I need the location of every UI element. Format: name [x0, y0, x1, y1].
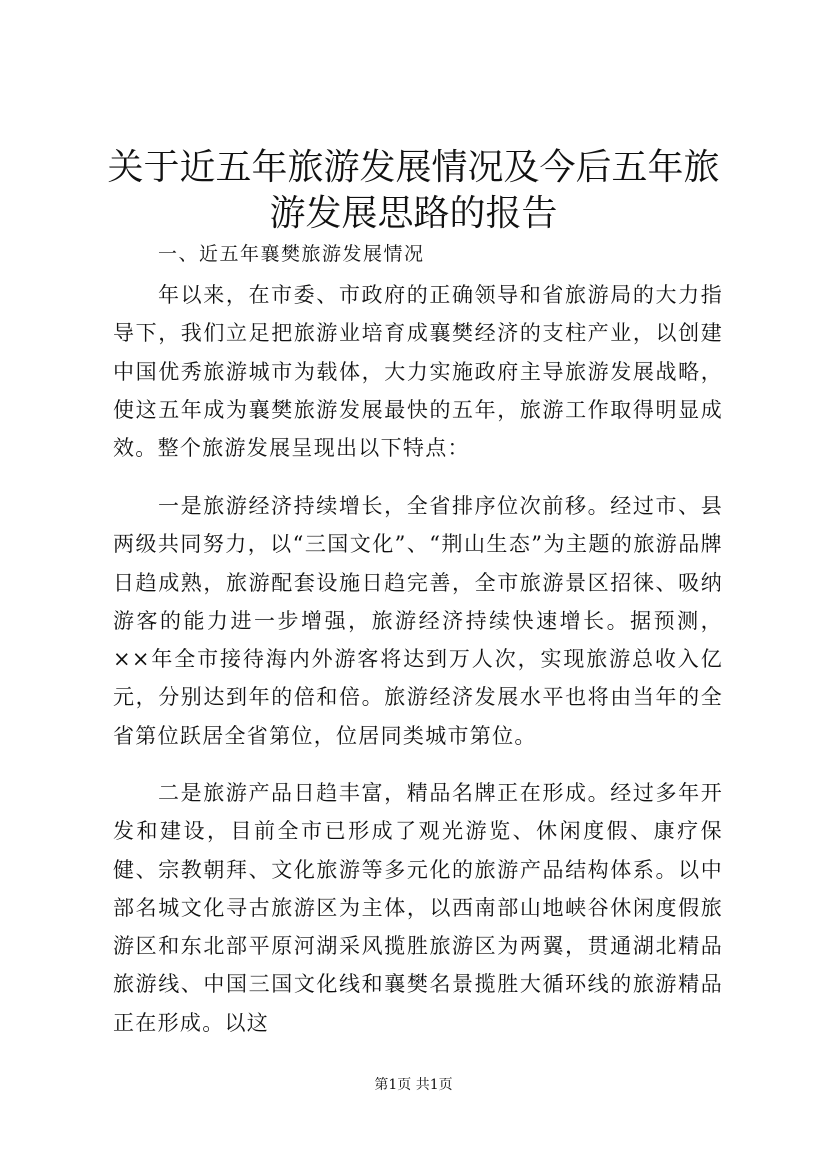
paragraph-1: 年以来，在市委、市政府的正确领导和省旅游局的大力指导下，我们立足把旅游业培育成襄樊经济的支柱产业，以创建中国优秀旅游城市为载体，大力实施政府主导旅游发展战略，使这五年成为襄樊旅游发展最快的五年，旅游工作取得明显成效。整个旅游发展呈现出以下特点：: [113, 283, 723, 461]
paragraph-3: 二是旅游产品日趋丰富，精品名牌正在形成。经过多年开发和建设，目前全市已形成了观光游览、休闲度假、康疗保健、宗教朝拜、文化旅游等多元化的旅游产品结构体系。以中部名城文化寻古旅游区为主体，以西南部山地峡谷休闲度假旅游区和东北部平原河湖采风揽胜旅游区为两翼，贯通湖北精品旅游线、中国三国文化线和襄樊名景揽胜大循环线的旅游精品正在形成。以这: [113, 781, 723, 1035]
section-heading: 一、近五年襄樊旅游发展情况: [158, 243, 425, 265]
page-footer: 第1页 共1页: [374, 1077, 453, 1093]
document-title: 关于近五年旅游发展情况及今后五年旅游发展思路的报告: [107, 147, 720, 234]
paragraph-2: 一是旅游经济持续增长，全省排序位次前移。经过市、县两级共同努力，以“三国文化”、“荆山生态”为主题的旅游品牌日趋成熟，旅游配套设施日趋完善，全市旅游景区招徕、吸纳游客的能力进一步增强，旅游经济持续快速增长。据预测，××年全市接待海内外游客将达到万人次，实现旅游总收入亿元，分别达到年的倍和倍。旅游经济发展水平也将由当年的全省第位跃居全省第位，位居同类城市第位。: [113, 494, 723, 748]
